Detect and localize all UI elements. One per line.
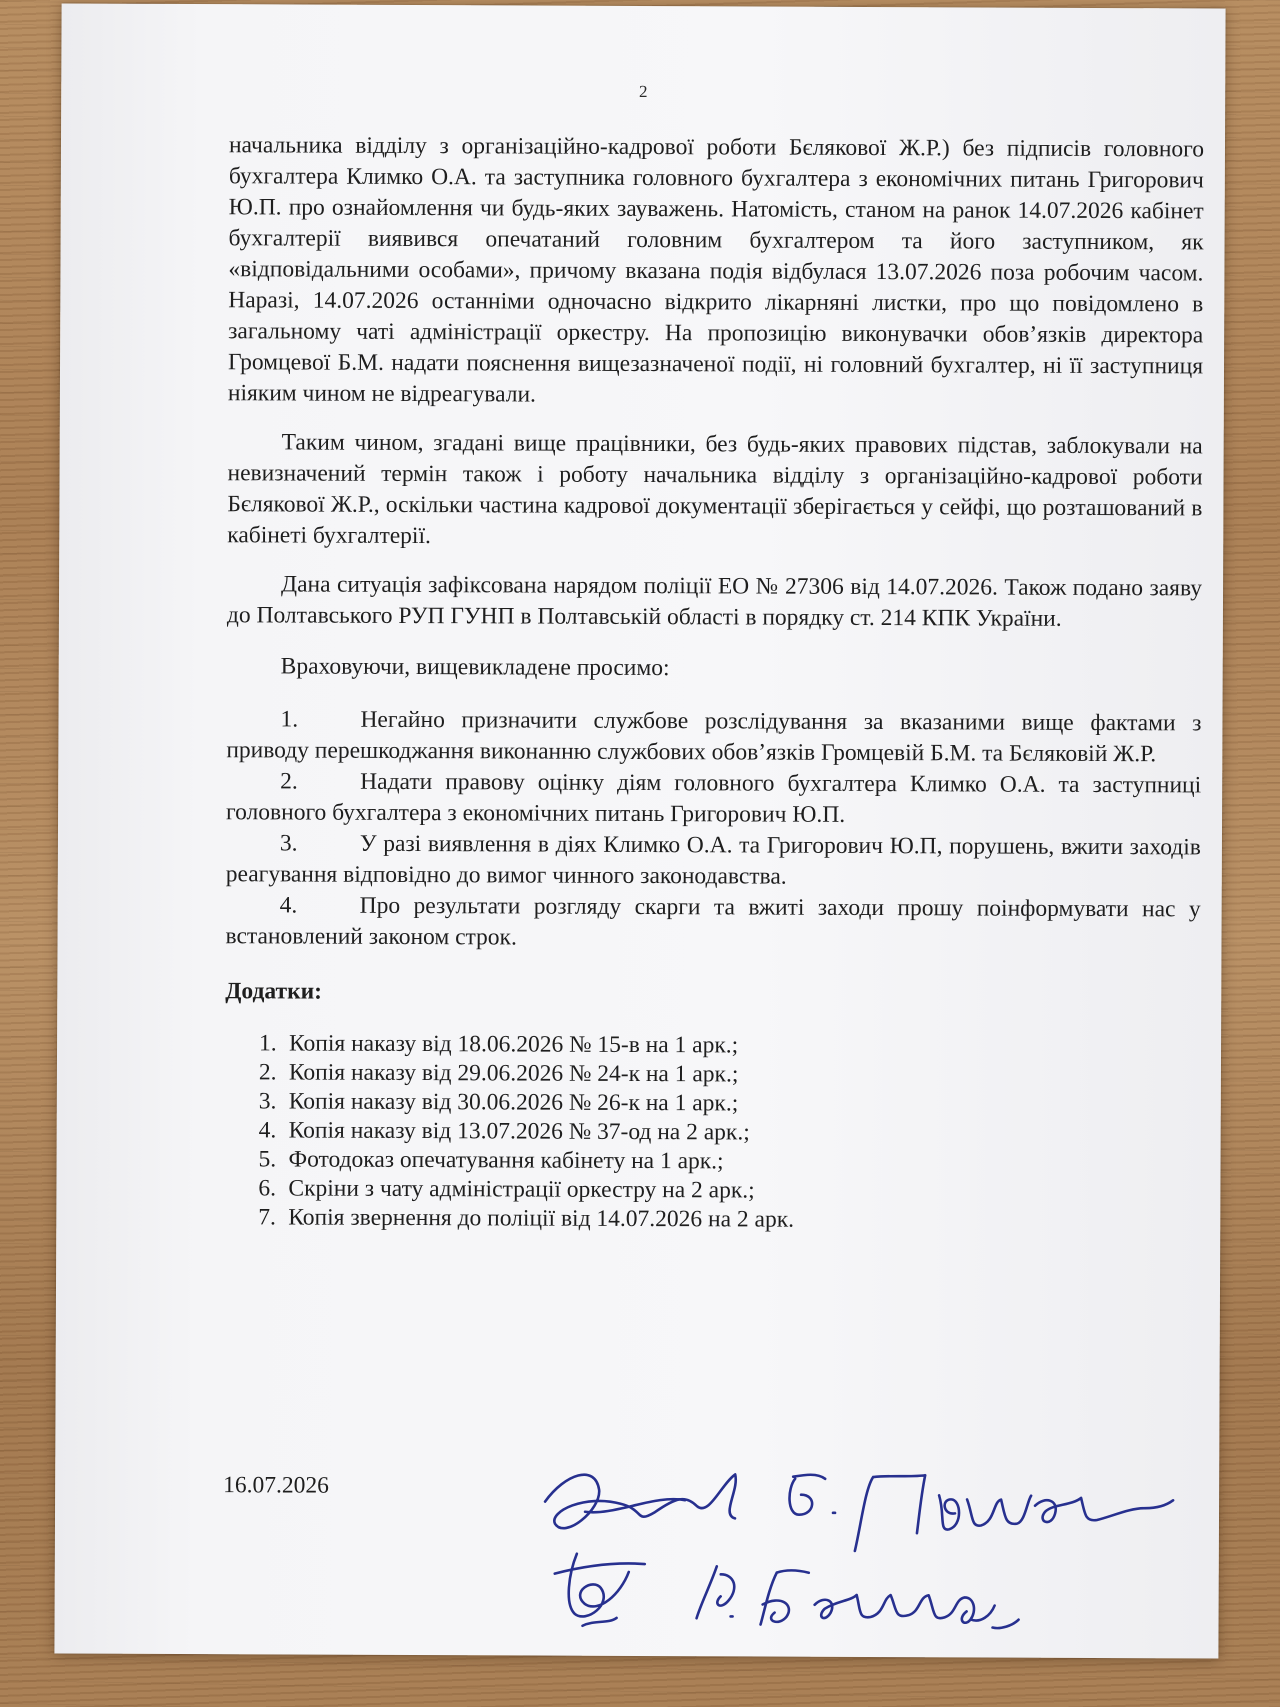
page-number: 2 [638, 81, 648, 102]
signature-1-name [789, 1475, 1173, 1553]
paragraph-3: Дана ситуація зафіксована нарядом поліції ЕО № 27306 від 14.07.2026. Також подано заяву до Полтавського РУП ГУНП в Полтавській області в порядку ст. 214 КПК України. [226, 571, 1203, 632]
signature-1-flourish [545, 1474, 736, 1529]
attachment-item [225, 1087, 1200, 1120]
attachment-item [225, 1058, 1200, 1091]
attachment-number: 7. [258, 1204, 276, 1231]
attachment-item [224, 1203, 1199, 1236]
request-text: Надати правову оцінку діям головного бухгалтера Климко О.А. та заступниці головного бухгалтера з економічних питань Григорович Ю.П. [226, 768, 1202, 828]
request-number: 1. [280, 706, 299, 733]
attachment-number: 6. [258, 1175, 277, 1202]
attachment-text: Копія наказу від 13.07.2026 № 37-од на 2 арк.; [288, 1117, 750, 1146]
request-item [225, 890, 1200, 956]
attachment-item [225, 1029, 1200, 1062]
attachment-number: 3. [258, 1088, 277, 1115]
attachment-item [224, 1174, 1199, 1207]
request-item [226, 828, 1201, 894]
request-number: 2. [280, 768, 298, 795]
paragraph-1: начальника відділу з організаційно-кадрової роботи Бєлякової Ж.Р.) без підписів головного бухгалтера Климко О.А. та заступника головного бухгалтера з економічних питань Григорович Ю.П. про ознайомлення чи будь-яких зауважень. Натомість, станом на ранок 14.07.2026 кабінет бухгалтерії виявився опечатаний головним бухгалтером та його заступником, як «відповідальними особами», причому вказана подія відбулася 13.07.2026 поза робочим часом. Наразі, 14.07.2026 останніми одночасно відкрито лікарняні листки, про що повідомлено в загальному чаті адміністрації оркестру. На пропозицію виконувачки обов’язків директора Громцевої Б.М. надати пояснення вищезазначеної події, ні головний бухгалтер, ні її заступниця ніяким чином не відреагували. [227, 132, 1205, 408]
requests-list [225, 704, 1201, 956]
attachment-number: 1. [259, 1030, 277, 1057]
signature-2-flourish [555, 1554, 645, 1626]
attachment-text: Копія наказу від 29.06.2026 № 24-к на 1 арк.; [288, 1059, 739, 1088]
attachment-item [224, 1145, 1199, 1178]
request-text: У разі виявлення в діях Климко О.А. та Григорович Ю.П, порушень, вжити заходів реагування відповідно до вимог чинного законодавства. [225, 830, 1201, 890]
request-number: 4. [279, 892, 298, 919]
attachment-text: Копія наказу від 18.06.2026 № 15-в на 1 арк.; [289, 1030, 739, 1059]
attachment-text: Копія звернення до поліції від 14.07.2026 на 2 арк. [288, 1204, 795, 1233]
attachment-number: 2. [258, 1059, 277, 1086]
attachment-text: Скріни з чату адміністрації оркестру на 2 арк.; [288, 1175, 755, 1204]
request-text: Негайно призначити службове розслідування за вказаними вище фактами з приводу перешкоджання виконанню службових обов’язків Громцевій Б.М. та Бєляковій Ж.Р. [226, 706, 1202, 768]
paragraph-4: Враховуючи, вищевикладене просимо: [280, 653, 670, 682]
attachments-list [224, 1029, 1200, 1236]
document-body [224, 130, 1204, 1236]
handwritten-signatures [524, 1454, 1225, 1657]
attachment-number: 5. [258, 1146, 277, 1173]
attachment-number: 4. [258, 1117, 277, 1144]
request-number: 3. [279, 830, 298, 857]
attachment-text: Фотодоказ опечатування кабінету на 1 арк.; [288, 1146, 724, 1175]
signature-2-name [697, 1566, 1019, 1628]
attachments-heading: Додатки: [225, 978, 323, 1005]
request-text: Про результати розгляду скарги та вжиті заходи прошу поінформувати нас у встановлений законом строк. [225, 892, 1201, 951]
request-item [226, 704, 1201, 770]
attachment-item [225, 1116, 1200, 1149]
attachment-text: Копія наказу від 30.06.2026 № 26-к на 1 арк.; [288, 1088, 739, 1117]
request-item [226, 766, 1201, 832]
paragraph-2: Таким чином, згадані вище працівники, без будь-яких правових підстав, заблокували на невизначений термін також і роботу начальника відділу з організаційно-кадрової роботи Бєлякової Ж.Р., оскільки частина кадрової документації зберігається у сейфі, що розташований в кабінеті бухгалтерії. [227, 429, 1203, 550]
document-date: 16.07.2026 [223, 1472, 329, 1499]
document-page [54, 3, 1225, 1658]
